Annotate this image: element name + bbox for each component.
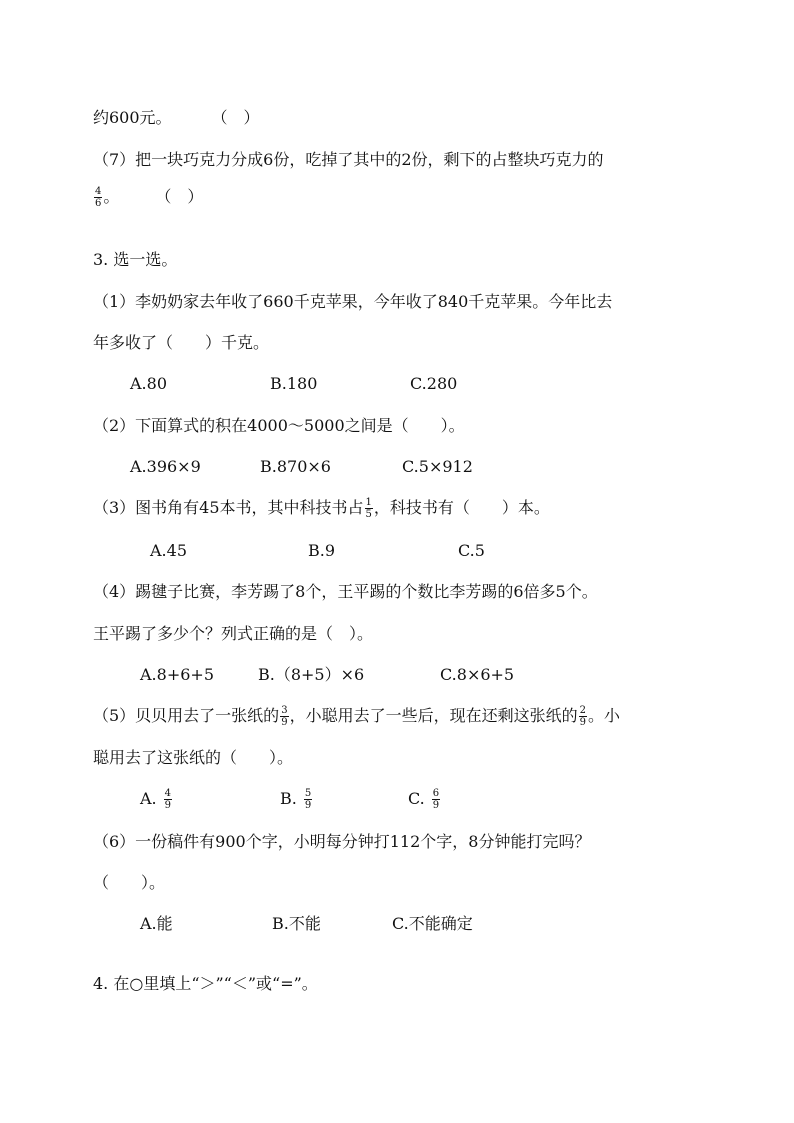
option-a[interactable]: A.8+6+5: [140, 665, 214, 684]
option-a[interactable]: A.45: [150, 541, 187, 560]
question-7-line2: [93, 186, 203, 209]
option-b[interactable]: [280, 788, 313, 811]
fraction: [280, 705, 288, 728]
option-c[interactable]: [408, 788, 441, 811]
fraction: [579, 705, 587, 728]
fraction-denominator: 5: [365, 509, 372, 520]
fraction-denominator: 6: [95, 198, 102, 209]
choice-1-line1: （1）李奶奶家去年收了660千克苹果，今年收了840千克苹果。今年比去: [93, 292, 613, 311]
fraction-denominator: 9: [579, 717, 586, 728]
option-a[interactable]: [140, 788, 173, 811]
section-4-title: 4. 在○里填上“＞”“＜”或“=”。: [93, 974, 318, 993]
fraction-numerator: 3: [281, 705, 288, 716]
option-a[interactable]: A.能: [140, 914, 173, 933]
fraction: [164, 788, 172, 811]
fraction-numerator: 5: [304, 788, 312, 799]
choice-3-text: [93, 497, 550, 520]
option-b[interactable]: B.（8+5）×6: [258, 665, 365, 684]
option-c[interactable]: C.280: [410, 374, 458, 393]
choice-5-line2: 聪用去了这张纸的（ ）。: [93, 748, 294, 767]
fraction-denominator: 9: [432, 800, 440, 811]
choice-6-line1: （6）一份稿件有900个字，小明每分钟打112个字，8分钟能打完吗？: [93, 832, 591, 851]
option-b[interactable]: B.不能: [272, 914, 321, 933]
option-label: C.: [408, 789, 425, 808]
choice-4-line1: （4）踢毽子比赛，李芳踢了8个，王平踢的个数比李芳踢的6倍多5个。: [93, 582, 598, 601]
option-label: B.: [280, 789, 297, 808]
option-c[interactable]: C.8×6+5: [440, 665, 515, 684]
choice-5-text-middle: ，小聪用去了一些后，现在还剩这张纸的: [289, 706, 578, 725]
choice-5-text-after: 。小: [587, 706, 620, 725]
fraction: [365, 497, 373, 520]
choice-5-options: [140, 788, 540, 818]
question-7-tail: 。: [103, 187, 120, 206]
fraction-numerator: 4: [164, 788, 172, 799]
choice-5-line1: [93, 705, 620, 728]
choice-6-line2: （ ）。: [93, 873, 166, 892]
fraction: [304, 788, 312, 811]
option-c[interactable]: C.不能确定: [392, 914, 473, 933]
option-b[interactable]: B.9: [308, 541, 336, 560]
fraction-numerator: 4: [95, 186, 102, 197]
section-3-title: 3. 选一选。: [93, 250, 178, 269]
answer-paren: （ ）: [155, 187, 204, 206]
option-b[interactable]: B.180: [270, 374, 318, 393]
fraction-denominator: 9: [281, 717, 288, 728]
option-label: A.: [140, 789, 157, 808]
option-c[interactable]: C.5×912: [402, 457, 473, 476]
fraction: [432, 788, 440, 811]
choice-4-line2: 王平踢了多少个？列式正确的是（ ）。: [93, 624, 374, 643]
fraction-numerator: 6: [432, 788, 440, 799]
prev-question-tail: [93, 108, 260, 128]
fraction-denominator: 9: [164, 800, 172, 811]
fraction-numerator: 2: [579, 705, 586, 716]
option-a[interactable]: A.396×9: [130, 457, 201, 476]
choice-2-text: （2）下面算式的积在4000～5000之间是（ ）。: [93, 416, 465, 435]
answer-paren: （ ）: [211, 108, 260, 127]
question-7-text: （7）把一块巧克力分成6份，吃掉了其中的2份，剩下的占整块巧克力的: [93, 150, 604, 169]
question-7-line1: [93, 150, 604, 170]
fraction: [94, 186, 102, 209]
choice-3-text-after: ，科技书有（ ）本。: [373, 498, 550, 517]
prev-question-text: 约600元。: [93, 108, 172, 127]
option-c[interactable]: C.5: [458, 541, 485, 560]
option-a[interactable]: A.80: [130, 374, 167, 393]
choice-3-text-before: （3）图书角有45本书，其中科技书占: [93, 498, 364, 517]
choice-5-text-before: （5）贝贝用去了一张纸的: [93, 706, 280, 725]
option-b[interactable]: B.870×6: [260, 457, 331, 476]
choice-1-line2: 年多收了（ ）千克。: [93, 333, 270, 352]
fraction-numerator: 1: [365, 497, 372, 508]
fraction-denominator: 9: [304, 800, 312, 811]
